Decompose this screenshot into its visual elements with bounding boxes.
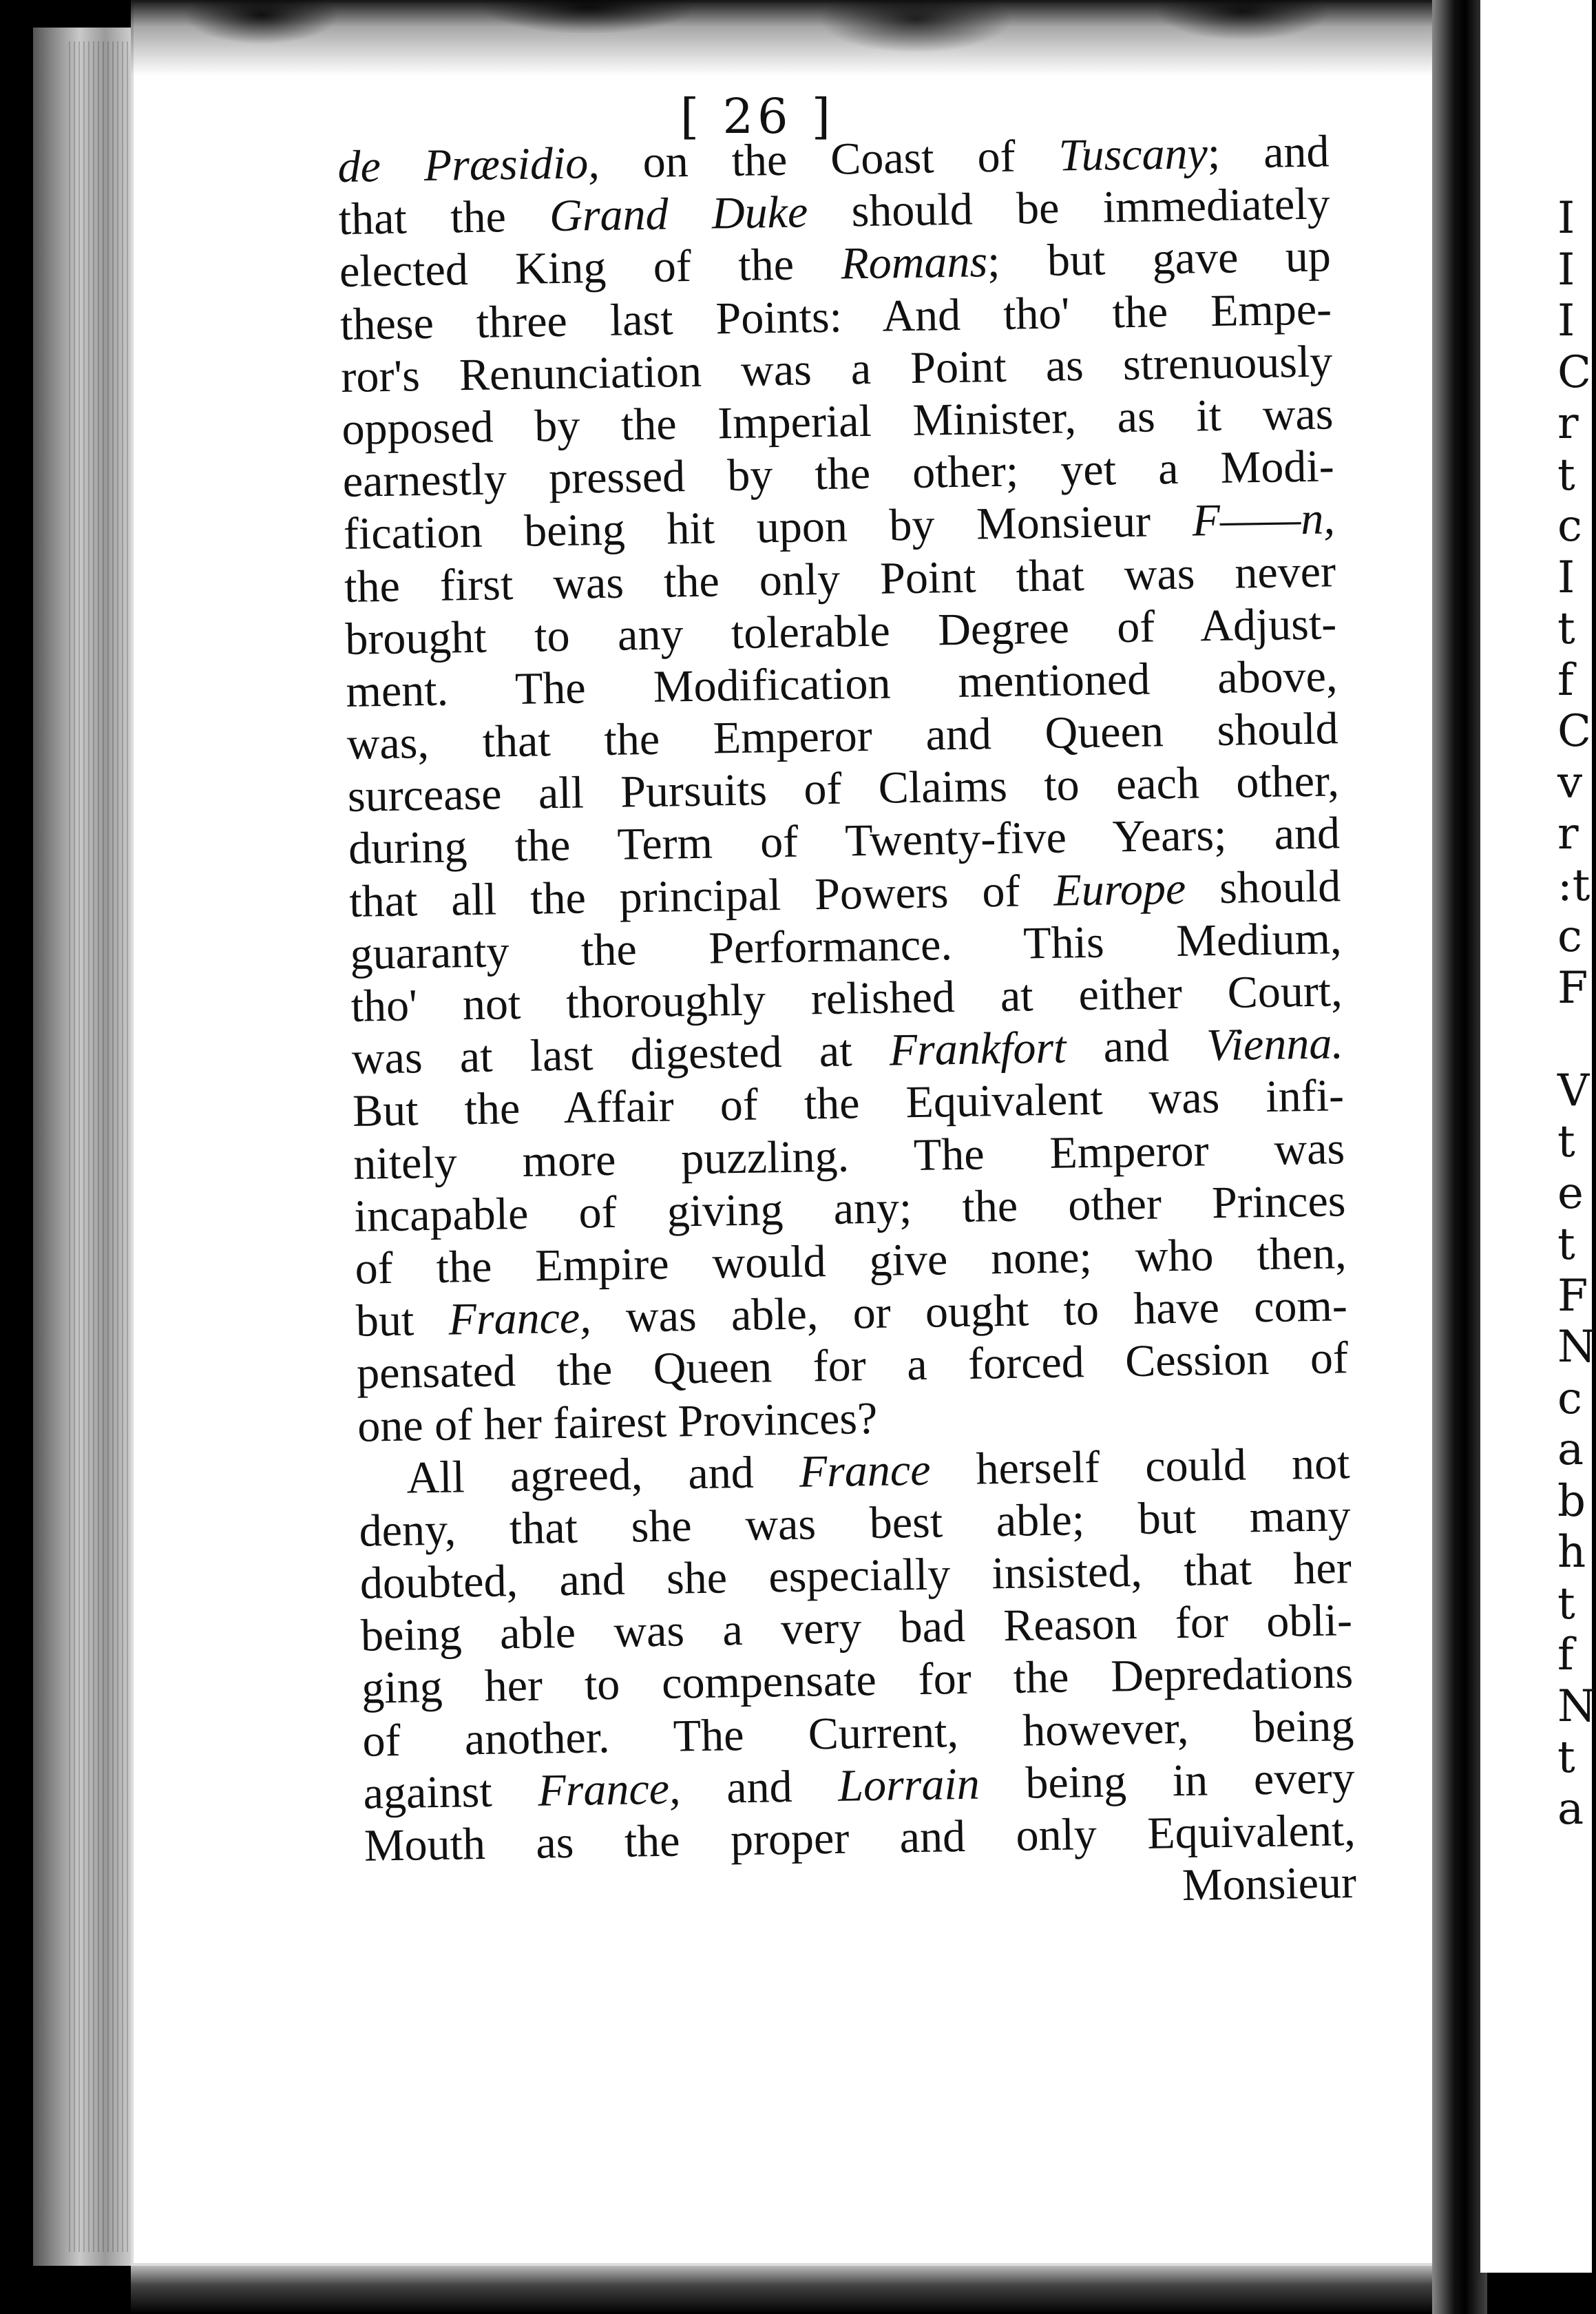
facing-letter: c xyxy=(1557,1373,1582,1424)
facing-letter: r xyxy=(1557,398,1579,449)
facing-letter: N xyxy=(1557,1322,1596,1373)
body-text xyxy=(337,125,1398,1925)
facing-letter: b xyxy=(1557,1475,1586,1527)
text-line: opposed by the Imperial Minister, as it was xyxy=(341,388,1334,455)
facing-letter: r xyxy=(1557,809,1579,859)
text-line: brought to any tolerable Degree of Adjust- xyxy=(344,598,1337,665)
facing-letter: F xyxy=(1557,962,1588,1014)
facing-letter: :t xyxy=(1557,859,1590,911)
text-line: All agreed, and France herself could not xyxy=(406,1437,1350,1503)
facing-letter: a xyxy=(1557,1424,1584,1475)
text-line: these three last Points: And tho' the Empe- xyxy=(339,283,1332,350)
text-line: being able was a very bad Reason for obli- xyxy=(360,1595,1353,1661)
facing-letter: t xyxy=(1557,1732,1575,1783)
text-line: ment. The Modification mentioned above, xyxy=(345,651,1338,717)
text-line: during the Term of Twenty-five Years; and xyxy=(348,808,1341,875)
facing-letter: C xyxy=(1557,706,1591,757)
text-line: tho' not thoroughly relished at either Court, xyxy=(350,966,1343,1032)
text-line: pensated the Queen for a forced Cession of xyxy=(356,1333,1349,1399)
facing-letter: I xyxy=(1557,295,1575,346)
text-line: that the Grand Duke should be immediately xyxy=(338,178,1331,245)
text-line: was, that the Emperor and Queen should xyxy=(346,703,1339,769)
facing-letter: I xyxy=(1557,552,1575,603)
text-line: ror's Renunciation was a Point as strenuously xyxy=(340,336,1333,402)
facing-letter: f xyxy=(1557,1629,1574,1680)
facing-page-text-fragments xyxy=(1557,193,1596,2190)
text-line: doubted, and she especially insisted, that her xyxy=(359,1543,1352,1609)
facing-letter: e xyxy=(1557,1167,1584,1219)
facing-letter xyxy=(1557,1014,1592,1065)
text-line: elected King of the Romans; but gave up xyxy=(339,231,1332,298)
facing-letter: a xyxy=(1557,1783,1584,1835)
facing-letter: V xyxy=(1557,1065,1590,1116)
facing-letter: I xyxy=(1557,244,1575,295)
text-line: fication being hit upon by Monsieur F——n, xyxy=(343,493,1336,560)
facing-letter: F xyxy=(1557,1270,1588,1322)
text-line: incapable of giving any; the other Princes xyxy=(353,1175,1346,1242)
facing-letter: t xyxy=(1557,1219,1575,1270)
text-line: but France, was able, or ought to have com- xyxy=(355,1280,1348,1346)
text-line: that all the principal Powers of Europe should xyxy=(348,860,1341,927)
text-line: Mouth as the proper and only Equivalent, xyxy=(364,1805,1356,1871)
text-line: surcease all Pursuits of Claims to each other, xyxy=(347,755,1340,822)
bottom-page-edge xyxy=(131,2266,1439,2314)
facing-letter: t xyxy=(1557,603,1575,654)
facing-letter: t xyxy=(1557,449,1575,501)
facing-letter: C xyxy=(1557,346,1591,398)
text-line: of the Empire would give none; who then, xyxy=(355,1228,1347,1294)
text-line: deny, that she was best able; but many xyxy=(359,1490,1352,1556)
text-line: of another. The Current, however, being xyxy=(361,1700,1354,1766)
text-line: the first was the only Point that was never xyxy=(344,545,1336,612)
text-line: one of her fairest Provinces? xyxy=(357,1393,878,1452)
text-line: But the Affair of the Equivalent was infi- xyxy=(352,1070,1345,1137)
text-line: de Præsidio, on the Coast of Tuscany; and xyxy=(337,126,1330,192)
facing-letter: t xyxy=(1557,1116,1575,1167)
catchword: Monsieur xyxy=(1182,1857,1357,1911)
page-number: [ 26 ] xyxy=(680,88,835,145)
facing-letter: c xyxy=(1557,911,1582,962)
facing-letter: t xyxy=(1557,1578,1575,1629)
book-gutter xyxy=(1432,0,1487,2314)
page-stack-lines xyxy=(69,41,131,2252)
text-line: earnestly pressed by the other; yet a Modi- xyxy=(342,441,1335,508)
facing-letter: v xyxy=(1557,757,1583,809)
facing-letter: I xyxy=(1557,193,1575,244)
top-edge-damage xyxy=(131,0,1439,76)
text-line: guaranty the Performance. This Medium, xyxy=(349,913,1342,979)
facing-letter: h xyxy=(1557,1527,1586,1578)
text-line: nitely more puzzling. The Emperor was xyxy=(353,1123,1345,1189)
text-line: was at last digested at Frankfort and Vienna. xyxy=(351,1018,1344,1085)
facing-letter: f xyxy=(1557,654,1574,706)
facing-letter: c xyxy=(1557,501,1582,552)
text-line: against France, and Lorrain being in every xyxy=(363,1752,1356,1819)
text-line: ging her to compensate for the Depredations xyxy=(361,1647,1354,1714)
facing-letter: N xyxy=(1557,1680,1596,1732)
